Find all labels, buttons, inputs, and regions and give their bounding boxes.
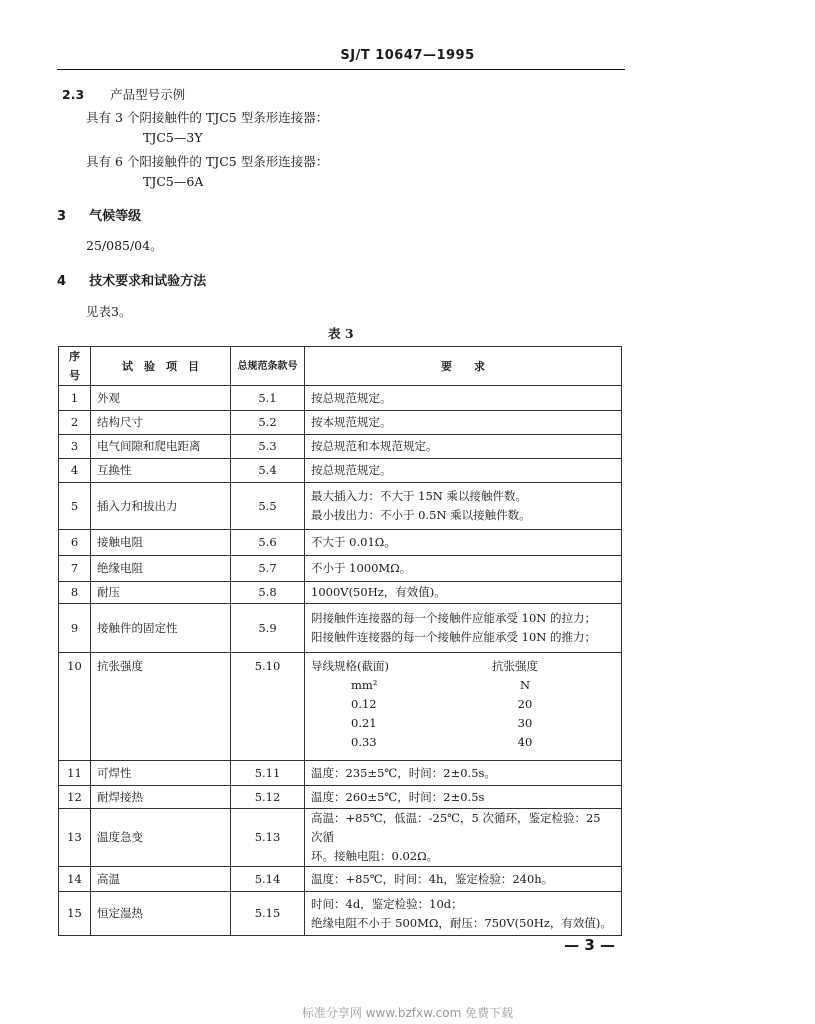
row-requirement xyxy=(305,483,622,530)
table-row xyxy=(59,604,622,653)
section-number: 2.3 xyxy=(62,87,85,102)
row-requirement xyxy=(305,892,622,936)
subtable-row xyxy=(311,714,615,733)
row-requirement xyxy=(305,411,622,435)
table-row xyxy=(59,892,622,936)
row-clause: 5.7 xyxy=(231,556,305,582)
row-no: 11 xyxy=(59,761,91,786)
wire-size-value: 0.12 xyxy=(351,697,377,711)
header-clause: 总规范条款号 xyxy=(231,347,305,386)
tensile-strength-value: 20 xyxy=(517,697,533,711)
row-item: 电气间隙和爬电距离 xyxy=(91,435,231,459)
row-no: 4 xyxy=(59,459,91,483)
wire-size-header: 导线规格(截面) xyxy=(311,659,389,673)
requirement-line: 阳接触件连接器的每一个接触件应能承受 10N 的推力； xyxy=(311,630,597,644)
table-row xyxy=(59,530,622,556)
requirement-line: 时间：4d，鉴定检验：10d； xyxy=(311,896,463,911)
section-title: 技术要求和试验方法 xyxy=(89,274,207,289)
header-item: 试 验 项 目 xyxy=(91,347,231,386)
page-number: — 3 — xyxy=(564,936,615,954)
requirements-table xyxy=(58,346,622,936)
row-requirement xyxy=(305,459,622,483)
row-clause: 5.12 xyxy=(231,786,305,809)
row-requirement xyxy=(305,761,622,786)
table-body-row10 xyxy=(59,653,622,761)
section-number: 3 xyxy=(57,209,67,224)
section-number: 4 xyxy=(57,274,67,289)
tensile-strength-subtable xyxy=(305,653,622,761)
row-item: 结构尺寸 xyxy=(91,411,231,435)
row-clause: 5.13 xyxy=(231,809,305,867)
row-clause: 5.11 xyxy=(231,761,305,786)
requirement-line: 1000V(50Hz，有效值)。 xyxy=(311,585,446,599)
table-row xyxy=(59,653,622,761)
requirement-line: 不大于 0.01Ω。 xyxy=(311,535,396,549)
section-title: 气候等级 xyxy=(89,209,142,224)
requirement-line: 不小于 1000MΩ。 xyxy=(311,561,412,575)
table-row xyxy=(59,809,622,867)
requirement-line: 温度：+85℃，时间：4h，鉴定检验：240h。 xyxy=(311,871,554,886)
row-no: 9 xyxy=(59,604,91,653)
table-caption: 表 3 xyxy=(328,326,354,341)
section-title: 产品型号示例 xyxy=(110,87,186,102)
table-body-b xyxy=(59,761,622,936)
row-clause: 5.4 xyxy=(231,459,305,483)
row-requirement xyxy=(305,386,622,411)
row-requirement xyxy=(305,530,622,556)
section-4-body: 见表3。 xyxy=(86,304,132,319)
row-requirement xyxy=(305,556,622,582)
row-item: 耐焊接热 xyxy=(91,786,231,809)
subtable-values xyxy=(311,695,615,752)
requirement-line: 阴接触件连接器的每一个接触件应能承受 10N 的拉力； xyxy=(311,611,597,625)
requirement-line: 温度：260±5℃，时间：2±0.5s xyxy=(311,789,485,804)
row-no: 2 xyxy=(59,411,91,435)
row-clause: 5.5 xyxy=(231,483,305,530)
example-line-1: 具有 3 个阴接触件的 TJC5 型条形连接器： xyxy=(86,110,329,125)
row-clause: 5.8 xyxy=(231,582,305,604)
example-line-2: 具有 6 个阳接触件的 TJC5 型条形连接器： xyxy=(86,154,329,169)
row-item: 接触电阻 xyxy=(91,530,231,556)
row-no: 1 xyxy=(59,386,91,411)
row-clause: 5.15 xyxy=(231,892,305,936)
subtable-header xyxy=(311,657,615,676)
requirement-line: 高温：+85℃，低温：-25℃，5 次循环，鉴定检验：25 次循 xyxy=(311,811,601,844)
row-no: 7 xyxy=(59,556,91,582)
row-no: 13 xyxy=(59,809,91,867)
row-no: 8 xyxy=(59,582,91,604)
table-row xyxy=(59,411,622,435)
row-clause: 5.9 xyxy=(231,604,305,653)
table-row xyxy=(59,867,622,892)
tensile-strength-value: 30 xyxy=(517,716,533,730)
table-row xyxy=(59,483,622,530)
table-row xyxy=(59,459,622,483)
row-clause: 5.2 xyxy=(231,411,305,435)
requirement-line: 最小拔出力：不小于 0.5N 乘以接触件数。 xyxy=(311,508,531,522)
row-no: 15 xyxy=(59,892,91,936)
section-4-heading xyxy=(57,270,206,289)
row-requirement xyxy=(305,867,622,892)
row-clause: 5.3 xyxy=(231,435,305,459)
row-clause: 5.10 xyxy=(231,653,305,761)
requirement-line: 按总规范规定。 xyxy=(311,463,392,477)
row-no: 10 xyxy=(59,653,91,761)
table-row xyxy=(59,761,622,786)
tensile-strength-value: 40 xyxy=(517,735,533,749)
requirement-line: 按总规范规定。 xyxy=(311,390,392,405)
row-item: 耐压 xyxy=(91,582,231,604)
section-2-3-heading xyxy=(62,85,185,103)
row-item: 高温 xyxy=(91,867,231,892)
requirement-line: 按总规范和本规范规定。 xyxy=(311,439,438,453)
row-requirement xyxy=(305,786,622,809)
table-row xyxy=(59,786,622,809)
model-example-1: TJC5—3Y xyxy=(143,130,203,145)
row-clause: 5.6 xyxy=(231,530,305,556)
row-requirement xyxy=(305,435,622,459)
row-item: 插入力和拔出力 xyxy=(91,483,231,530)
model-example-2: TJC5—6A xyxy=(143,174,204,189)
requirement-line: 绝缘电阻不小于 500MΩ，耐压：750V(50Hz，有效值)。 xyxy=(311,915,612,930)
row-no: 12 xyxy=(59,786,91,809)
tensile-strength-unit: N xyxy=(519,678,531,692)
row-item: 可焊性 xyxy=(91,761,231,786)
row-item: 互换性 xyxy=(91,459,231,483)
row-no: 3 xyxy=(59,435,91,459)
row-clause: 5.14 xyxy=(231,867,305,892)
header-no: 序号 xyxy=(59,347,91,386)
row-requirement xyxy=(305,582,622,604)
document-code-header: SJ/T 10647—1995 xyxy=(340,48,475,63)
header-rule xyxy=(57,69,625,70)
table-row xyxy=(59,386,622,411)
site-watermark: 标准分享网 www.bzfxw.com 免费下载 xyxy=(301,1006,514,1020)
header-requirement: 要 求 xyxy=(305,347,622,386)
row-no: 5 xyxy=(59,483,91,530)
requirement-line: 温度：235±5℃，时间：2±0.5s。 xyxy=(311,765,496,780)
row-requirement xyxy=(305,604,622,653)
row-requirement xyxy=(305,809,622,867)
row-item: 温度急变 xyxy=(91,809,231,867)
subtable-row xyxy=(311,695,615,714)
table-body-a xyxy=(59,386,622,653)
table-row xyxy=(59,556,622,582)
table-header-row xyxy=(59,347,622,386)
subtable-row xyxy=(311,733,615,752)
row-clause: 5.1 xyxy=(231,386,305,411)
climate-category: 25/085/04。 xyxy=(86,238,163,253)
table-row xyxy=(59,582,622,604)
wire-size-value: 0.33 xyxy=(351,735,377,749)
table-row xyxy=(59,435,622,459)
requirement-line: 最大插入力：不大于 15N 乘以接触件数。 xyxy=(311,489,528,503)
requirement-line: 环。接触电阻：0.02Ω。 xyxy=(311,849,439,863)
row-item: 接触件的固定性 xyxy=(91,604,231,653)
requirement-line: 按本规范规定。 xyxy=(311,415,392,429)
row-item: 恒定湿热 xyxy=(91,892,231,936)
row-no: 6 xyxy=(59,530,91,556)
section-3-heading xyxy=(57,205,141,224)
wire-size-value: 0.21 xyxy=(351,716,377,730)
wire-size-unit: mm² xyxy=(351,678,378,692)
tensile-strength-header: 抗张强度 xyxy=(492,659,538,673)
row-item: 外观 xyxy=(91,386,231,411)
subtable-units xyxy=(311,676,615,695)
row-no: 14 xyxy=(59,867,91,892)
row-item: 抗张强度 xyxy=(91,653,231,761)
row-item: 绝缘电阻 xyxy=(91,556,231,582)
